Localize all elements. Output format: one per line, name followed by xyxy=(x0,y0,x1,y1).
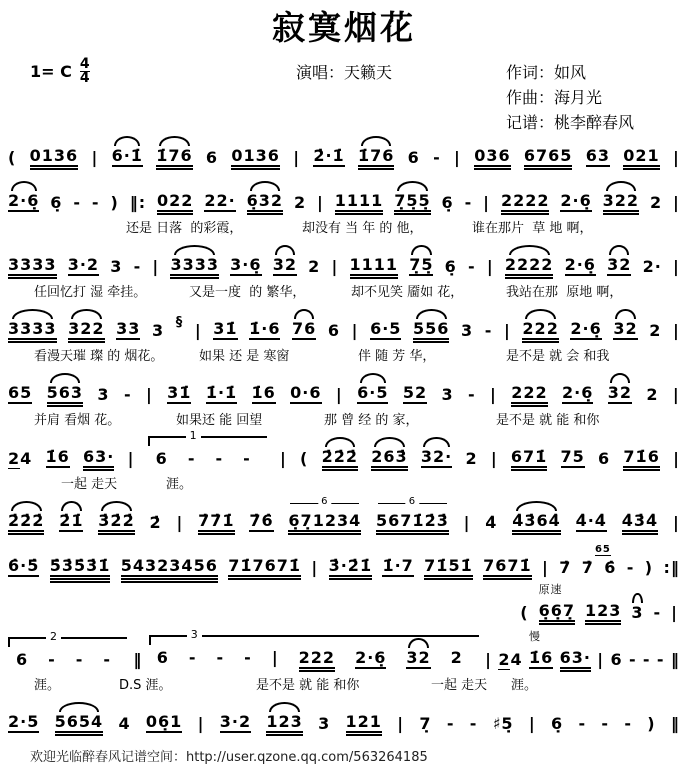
barline: ‖ xyxy=(670,650,680,669)
barline: | xyxy=(671,603,678,622)
music-row xyxy=(6,429,682,473)
barline: | xyxy=(463,513,471,532)
barline: | xyxy=(673,193,680,212)
barline: | xyxy=(91,148,99,167)
lyric-row xyxy=(6,473,682,492)
barline: | xyxy=(397,714,405,733)
barline: | xyxy=(490,449,498,468)
note-token: 3·2 xyxy=(219,712,252,731)
note-token: 123 xyxy=(266,712,303,731)
barline: | xyxy=(145,385,153,404)
lyric-row xyxy=(6,281,682,300)
note-token: 263̇ xyxy=(371,447,408,466)
lyric-segment: 是不是 就 能 和你 xyxy=(256,678,360,693)
note-token: - xyxy=(628,650,637,669)
note-token: 3 xyxy=(110,257,123,276)
barline: ‖: xyxy=(129,193,147,212)
meter-top: 2 xyxy=(498,650,511,669)
note-token: 3̇2̇2̇ xyxy=(98,511,135,530)
note-token: 123 xyxy=(584,601,622,620)
note-token: 2·6̣ xyxy=(8,191,40,210)
note-token: 6 xyxy=(327,321,341,340)
barline: ‖ xyxy=(133,650,143,669)
note-token: 6̣ xyxy=(441,193,454,212)
meter-bottom: 4 xyxy=(510,650,523,669)
note-token: 7̣ xyxy=(419,714,432,733)
barline: | xyxy=(672,321,680,340)
note-token: 65 xyxy=(8,383,33,402)
lyric-segment: 却没有 当 年 的 他， xyxy=(302,221,423,236)
footer-link-text: 欢迎光临醉春风记谱空间：http://user.qzone.qq.com/563264185 xyxy=(30,750,428,765)
note-token: 5654 xyxy=(54,712,104,731)
note-token: - xyxy=(469,714,478,733)
music-system xyxy=(6,369,682,428)
note-token: 54323456 xyxy=(120,556,218,575)
note-token: 5671̇2̇3̇ 6 xyxy=(376,496,449,530)
note-token: - xyxy=(187,449,196,468)
note-token: - xyxy=(215,449,224,468)
note-token: 63 xyxy=(585,146,610,165)
tuplet-number: 6 xyxy=(318,496,331,508)
music-system xyxy=(6,429,682,492)
note-token: 2̇1̇ xyxy=(59,511,84,530)
barline: | xyxy=(279,449,287,468)
volta-bracket xyxy=(8,630,127,669)
note-token: 32 xyxy=(613,319,638,338)
note-token: - xyxy=(188,648,197,667)
note-token: 6̇·5̇ xyxy=(8,556,40,575)
music-row xyxy=(6,497,682,537)
note-token: 71̇6 xyxy=(623,447,660,466)
note-token: 6·5 xyxy=(370,319,402,338)
note-token: 71̇7671̇ xyxy=(228,556,301,575)
note-token: 7̇ xyxy=(559,558,572,577)
music-system xyxy=(6,305,682,364)
note-token: 1̇6 慢 xyxy=(528,630,554,667)
note-token: 2·6̣ xyxy=(562,383,594,402)
note-token: 2·6̣ xyxy=(560,191,592,210)
note-token: 036 xyxy=(474,146,511,165)
barline: | xyxy=(672,513,680,532)
note-token: 121 xyxy=(345,712,382,731)
note-token: - xyxy=(73,193,81,212)
tempo-label: 原速 xyxy=(538,583,563,596)
barline: | xyxy=(331,257,339,276)
note-token: 2 xyxy=(308,257,321,276)
grace-notes: 65 xyxy=(594,544,611,555)
note-token: - xyxy=(468,257,476,276)
music-system xyxy=(6,177,682,236)
lyric-segment: 还是 日落 的彩霞， xyxy=(126,221,243,236)
note-token: 2 xyxy=(450,648,463,667)
note-token: 6765 xyxy=(523,146,573,165)
credits-block xyxy=(506,60,634,135)
note-token: 021 xyxy=(623,146,660,165)
music-row xyxy=(6,132,682,172)
note-token: 1̇·6 xyxy=(249,319,281,338)
note-token: 3·2 xyxy=(67,255,100,274)
lyric-row xyxy=(6,409,682,428)
note-token: 6̣6̣7̣ 原速 xyxy=(538,583,575,620)
note-token: 76 xyxy=(292,319,317,338)
barline: | xyxy=(127,449,135,468)
note-token: 0136 xyxy=(29,146,79,165)
note-token: 5̇3̇5̇3̇1̇ xyxy=(49,556,111,575)
note-token: - xyxy=(243,449,251,468)
barline: | xyxy=(672,148,680,167)
note-token: 6̣ xyxy=(444,257,457,276)
lyric-segment: 看漫天璀 璨 的 烟花。 xyxy=(34,349,164,364)
note-token: ( xyxy=(8,148,17,167)
note-token: 6̣7̣1234 6 xyxy=(288,496,362,530)
note-token: 022 xyxy=(157,191,194,210)
segno-icon: § xyxy=(175,315,184,330)
note-token: 1111 xyxy=(349,255,399,274)
lyric-segment: 那 曾 经 的 家， xyxy=(324,413,419,428)
lyric-segment: 是不是 就 会 和我 xyxy=(506,349,610,364)
note-token: 1̇76 xyxy=(156,146,193,165)
music-row xyxy=(6,177,682,217)
lyric-segment: 谁在那片 草 地 啊， xyxy=(472,221,593,236)
barline: | xyxy=(672,385,680,404)
note-token: 6 xyxy=(610,650,623,669)
lyric-row xyxy=(6,345,682,364)
note-token: 2 xyxy=(293,193,307,212)
music-row xyxy=(6,583,682,627)
note-token: - xyxy=(216,648,225,667)
lyricist-credit: 作词：如风 xyxy=(506,63,587,82)
note-token: - xyxy=(103,650,112,669)
barline: | xyxy=(194,321,202,340)
lyric-segment: 我站在那 原地 啊， xyxy=(506,285,623,300)
time-signature xyxy=(498,650,522,669)
lyric-segment: 涯。 xyxy=(34,678,61,693)
singer-credit: 演唱：天籁天 xyxy=(295,63,392,82)
note-token: 4̇3̇4̇ xyxy=(621,511,659,530)
note-token: 7̣5̣ xyxy=(409,255,434,274)
note-token: - xyxy=(91,193,100,212)
lyric-segment: 却不见笑 靥如 花， xyxy=(351,285,464,300)
note-token: 6 xyxy=(16,650,29,669)
note-token: 6 xyxy=(598,449,611,468)
note-token: 322 xyxy=(602,191,640,210)
note-token: 63· xyxy=(559,648,591,667)
note-token: ♯5̣ xyxy=(492,714,514,733)
note-token: - xyxy=(601,714,610,733)
note-token: 63· xyxy=(83,447,115,466)
note-token: 2 xyxy=(646,385,659,404)
note-token: - xyxy=(467,385,476,404)
tuplet-number: 6 xyxy=(406,496,419,508)
note-token: - xyxy=(123,385,132,404)
note-token: - xyxy=(656,650,665,669)
note-token: 52 xyxy=(402,383,428,402)
lyric-segment: D.S 涯。 xyxy=(119,678,172,693)
note-token: 2̇·1̇ xyxy=(313,146,345,165)
lyric-segment: 涯。 xyxy=(511,678,538,693)
volta-bracket xyxy=(148,429,267,468)
note-token: 06̣1 xyxy=(145,712,183,731)
music-row xyxy=(6,698,682,738)
music-system xyxy=(6,542,682,582)
note-token: - xyxy=(433,148,441,167)
barline: | xyxy=(176,513,184,532)
barline: | xyxy=(485,650,492,669)
note-token: - xyxy=(642,650,651,669)
note-token: - xyxy=(446,714,455,733)
barline: | xyxy=(152,257,160,276)
barline: | xyxy=(293,148,301,167)
note-token: - xyxy=(75,650,84,669)
transcriber-credit: 记谱：桃李醉春风 xyxy=(506,113,635,132)
lyric-segment: 如果 还 是 寒窗 xyxy=(199,349,290,364)
note-token: 6̣ xyxy=(50,193,63,212)
note-token: 0136 xyxy=(231,146,280,165)
note-token: 6 xyxy=(407,148,420,167)
lyric-segment: 如果还 能 回望 xyxy=(176,413,263,428)
meter-top: 4 xyxy=(79,56,90,72)
lyric-segment: 并肩 看烟 花。 xyxy=(34,413,121,428)
note-token: 671̇ xyxy=(510,447,548,466)
note-token: 2 xyxy=(649,193,663,212)
music-system xyxy=(6,497,682,537)
note-token: 6 xyxy=(156,648,169,667)
note-token: ( xyxy=(520,603,529,622)
note-token: 4̇·4̇ xyxy=(575,511,607,530)
barline: | xyxy=(528,714,536,733)
note-token: 3 xyxy=(97,385,110,404)
note-token: ) xyxy=(644,558,654,577)
note-token: 222 xyxy=(298,648,336,667)
note-token: 2·5 xyxy=(8,712,40,731)
lyric-segment: 涯。 xyxy=(166,477,193,492)
note-token: 1̇·7 xyxy=(382,556,414,575)
note-token: - xyxy=(48,650,56,669)
note-token: 7̇ 65 xyxy=(581,544,611,577)
note-token: 3 xyxy=(631,603,644,622)
volta-number: 2 xyxy=(46,630,61,643)
music-row xyxy=(6,305,682,345)
barline: | xyxy=(335,385,343,404)
barline: | xyxy=(311,558,319,577)
barline: | xyxy=(673,449,680,468)
note-token: 7̣5̣5̣ xyxy=(394,191,431,210)
barline: | xyxy=(541,558,549,577)
barline: | xyxy=(197,714,205,733)
note-token: 2̇ xyxy=(149,513,162,532)
note-token: 2̇2̇2̇ xyxy=(321,447,358,466)
note-token: 2·6̣ xyxy=(564,255,596,274)
note-token: 32 xyxy=(607,383,632,402)
note-token: 31̇ xyxy=(213,319,238,338)
note-token: 556 xyxy=(413,319,450,338)
barline: | xyxy=(483,193,491,212)
volta-number: 3 xyxy=(187,628,202,641)
note-token: 1̇6 xyxy=(45,447,70,466)
note-token: 32 xyxy=(406,648,431,667)
lyric-segment: 任回忆打 湿 牵挂。 xyxy=(34,285,147,300)
note-token: 22· xyxy=(204,191,236,210)
note-token: 4̇3̇64̇ xyxy=(512,511,561,530)
meter-bottom: 4 xyxy=(20,449,33,468)
meter-top: 2 xyxy=(8,449,21,468)
note-token: 3 xyxy=(151,321,165,340)
lyric-segment: 伴 随 芳 华， xyxy=(358,349,436,364)
note-token: 6·5 xyxy=(357,383,389,402)
note-token: - xyxy=(653,603,662,622)
lyric-segment: 一起 走天 xyxy=(61,477,118,492)
note-token: ) xyxy=(647,714,656,733)
note-token: 1̇6 xyxy=(251,383,276,402)
note-token: 6·1̇ xyxy=(111,146,143,165)
note-token: 32· xyxy=(420,447,453,466)
note-token: 1̇·1̇ xyxy=(205,383,238,402)
song-title: 寂寞烟花 xyxy=(272,8,416,47)
note-token: ( xyxy=(300,449,309,468)
barline: | xyxy=(503,321,511,340)
note-token: - xyxy=(484,321,493,340)
note-token: 1̇76 xyxy=(357,146,395,165)
header-meta xyxy=(6,52,682,130)
tempo-label: 慢 xyxy=(528,630,541,643)
note-token: 1111 xyxy=(334,191,384,210)
note-token: 75 xyxy=(560,447,585,466)
note-token: 2222 xyxy=(500,191,550,210)
note-token: 7671̇ xyxy=(483,556,532,575)
key-text: 1= C xyxy=(30,62,72,81)
barline: | xyxy=(351,321,359,340)
barline: | xyxy=(486,257,494,276)
note-token: 2 xyxy=(649,321,662,340)
music-system xyxy=(6,628,682,693)
note-token: 3 xyxy=(461,321,474,340)
barline: | xyxy=(271,648,279,667)
note-token: 33 xyxy=(116,319,141,338)
meter-bottom: 4 xyxy=(79,70,90,86)
note-token: 2·6̣ xyxy=(355,648,387,667)
note-token: 563 xyxy=(46,383,84,402)
music-system xyxy=(6,132,682,172)
note-token: 32 xyxy=(607,255,632,274)
barline: | xyxy=(454,148,461,167)
music-row xyxy=(6,369,682,409)
note-token: 4̇ xyxy=(485,513,498,532)
note-token: 3·6̣ xyxy=(230,255,262,274)
note-token: 6̣32 xyxy=(246,191,284,210)
barline: | xyxy=(597,650,605,669)
lyric-segment: 是不是 就 能 和你 xyxy=(496,413,600,428)
note-token: - xyxy=(626,558,635,577)
barline: :‖ xyxy=(663,558,680,577)
music-row xyxy=(6,628,682,674)
music-system xyxy=(6,241,682,300)
note-token: 3 xyxy=(318,714,331,733)
note-token: 2 xyxy=(465,449,478,468)
barline: | xyxy=(490,385,497,404)
note-token: 2̇2̇2̇ xyxy=(8,511,45,530)
note-token: - xyxy=(578,714,587,733)
note-token: - xyxy=(244,648,252,667)
barline: | xyxy=(317,193,324,212)
note-token: - xyxy=(624,714,632,733)
music-row xyxy=(6,542,682,582)
note-token: 3333 xyxy=(8,255,57,274)
note-token: 6̇ xyxy=(604,558,617,577)
note-token: 322 xyxy=(68,319,105,338)
note-token: ) xyxy=(110,193,119,212)
volta-number: 1 xyxy=(186,429,201,442)
music-system xyxy=(6,698,682,738)
music-system xyxy=(6,583,682,627)
note-token: 2·6̣ xyxy=(570,319,602,338)
note-token: 222 xyxy=(522,319,559,338)
note-token: 3333 xyxy=(170,255,219,274)
note-token: 7̇7̇1̇ xyxy=(198,511,235,530)
lyric-row xyxy=(6,674,682,693)
note-token: 6̣ xyxy=(551,714,564,733)
score xyxy=(6,132,682,738)
note-token: 7̇6̇ xyxy=(249,511,274,530)
lyric-row xyxy=(6,217,682,236)
note-token: 32 xyxy=(272,255,297,274)
note-token: 4 xyxy=(118,714,131,733)
barline: ‖ xyxy=(670,714,680,733)
note-token: 31̇ xyxy=(167,383,192,402)
note-token: 2222 xyxy=(504,255,554,274)
note-token: 3̇·2̇1̇ xyxy=(328,556,373,575)
lyric-segment: 又是一度 的 繁华， xyxy=(189,285,306,300)
note-token: 6 xyxy=(205,148,219,167)
note-token: 2· xyxy=(642,257,662,276)
note-token: - xyxy=(133,257,142,276)
note-token: 3 xyxy=(441,385,454,404)
note-token: 0·6 xyxy=(290,383,322,402)
note-token: 3333 xyxy=(8,319,57,338)
note-token: - xyxy=(464,193,473,212)
composer-credit: 作曲：海月光 xyxy=(506,88,603,107)
time-signature xyxy=(8,449,32,468)
barline: | xyxy=(672,257,680,276)
volta-bracket xyxy=(149,628,479,669)
music-row xyxy=(6,241,682,281)
note-token: 6 xyxy=(155,449,168,468)
note-token: 71̇51̇ xyxy=(424,556,473,575)
lyric-segment: 一起 走天 xyxy=(431,678,488,693)
note-token: 222 xyxy=(511,383,548,402)
